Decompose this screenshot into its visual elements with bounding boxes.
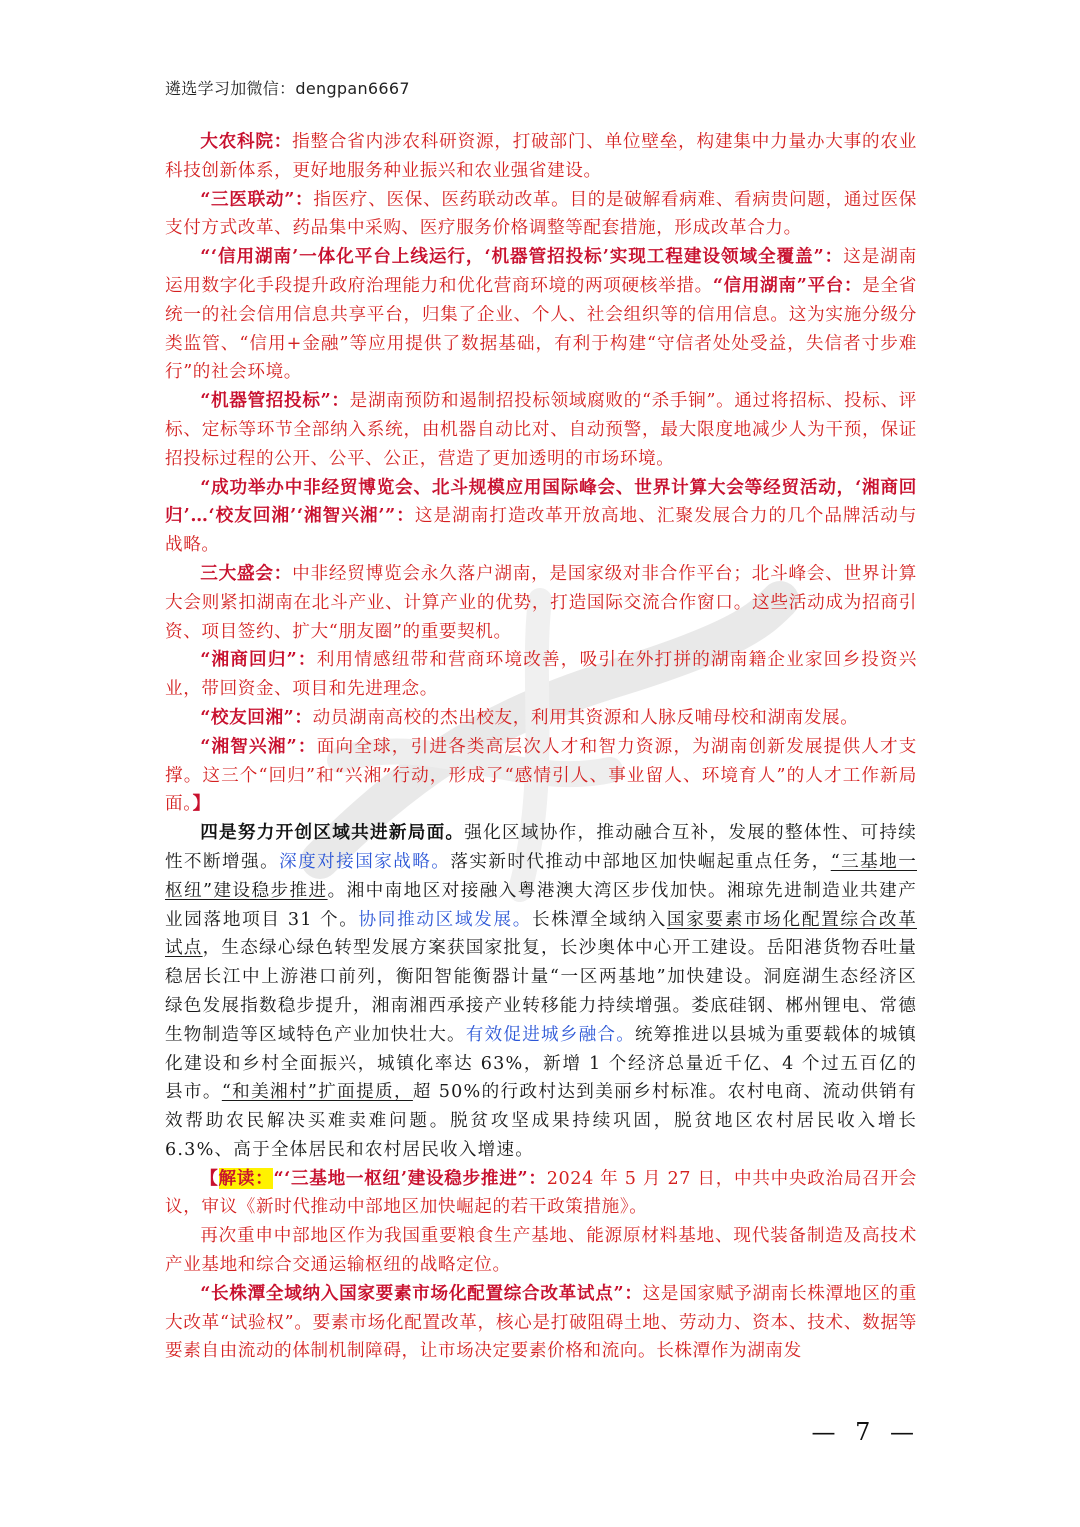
paragraph-three-events — [165, 560, 917, 646]
term: “湘商回归”： — [200, 649, 317, 671]
text: 这是湖南运用数字化手段提升政府治理能力和优化营商环境的两项硬核举措。 — [165, 247, 918, 296]
text: 面向全球，引进各类高层次人才和智力资源，为湖南创新发展提供人才支撑。这三个“回归”和“兴湘”行动，形成了“感情引人、事业留人、环境育人”的人才工作新局面。 — [165, 736, 917, 815]
text: 长株潭全域纳入 — [532, 909, 667, 930]
subheading: 有效促进城乡融合。 — [465, 1024, 635, 1045]
term: “‘信用湖南’一体化平台上线运行，‘机器管招投标’实现工程建设领域全覆盖”： — [200, 246, 844, 268]
text: 中非经贸博览会永久落户湖南，是国家级对非合作平台；北斗峰会、世界计算大会则紧扣湖南在北斗产业、计算产业的优势，打造国际交流合作窗口。这些活动成为招商引资、项目签约、扩大“朋友圈”的重要契机。 — [165, 563, 917, 642]
page-header: 遴选学习加微信：dengpan6667 — [165, 79, 410, 98]
text: 动员湖南高校的杰出校友，利用其资源和人脉反哺母校和湖南发展。 — [312, 707, 859, 728]
text: 强化区域协作，推动融合互补，发展的整体性、可持续性不断增强。 — [165, 823, 917, 872]
text: 指医疗、医保、医药联动改革。目的是破解看病难、看病贵问题，通过医保支付方式改革、药品集中采购、医疗服务价格调整等配套措施，形成改革合力。 — [165, 189, 917, 239]
text: ，生态绿心绿色转型发展方案获国家批复，长沙奥体中心开工建设。岳阳港货物吞吐量稳居长江中上游港口前列，衡阳智能衡器计量“一区两基地”加快建设。洞庭湖生态经济区绿色发展指数稳步提升，湘南湘西承接产业转移能力持续增强。娄底硅钢、郴州锂电、常德生物制造等区域特色产业加快壮大。 — [165, 938, 917, 1045]
paragraph-region-main — [165, 819, 917, 1165]
paragraph-merchants-return — [165, 646, 917, 704]
text: 这是国家赋予湖南长株潭地区的重大改革“试验权”。要素市场化配置改革，核心是打破阻碍土地、劳动力、资本、技术、数据等要素自由流动的体制机制障碍，让市场决定要素价格和流向。长株潭作为湖南发 — [165, 1283, 917, 1362]
text: 再次重申中部地区作为我国重要粮食生产基地、能源原材料基地、现代装备制造及高技术产业基地和综合交通运输枢纽的战略定位。 — [165, 1226, 917, 1276]
paragraph-three-medical — [165, 186, 917, 244]
term: “‘三基地一枢纽’建设稳步推进”： — [273, 1167, 547, 1189]
underlined-phrase: “和美湘村”扩面提质， — [221, 1082, 413, 1103]
term: “湘智兴湘”： — [200, 735, 317, 757]
paragraph-expo-events — [165, 474, 917, 560]
paragraph-alumni-return — [165, 704, 917, 733]
term: “成功举办中非经贸博览会、北斗规模应用国际峰会、世界计算大会等经贸活动，‘湘商回归’…‘校友回湘’‘湘智兴湘’”： — [165, 476, 917, 527]
term: 大农科院： — [200, 131, 293, 152]
paragraph-central-region — [165, 1222, 917, 1280]
bracket-open: 【 — [200, 1167, 219, 1189]
text: 2024 年 5 月 27 日，中共中央政治局召开会议，审议《新时代推动中部地区加快崛起的若干政策措施》。 — [165, 1168, 917, 1218]
paragraph-agri-academy — [165, 128, 917, 186]
term: “长株潭全域纳入国家要素市场化配置综合改革试点”： — [200, 1282, 643, 1304]
subheading: 协同推动区域发展。 — [358, 909, 532, 930]
text: 是全省统一的社会信用信息共享平台，归集了企业、个人、社会组织等的信用信息。这为实施分级分类监管、“信用+金融”等应用提供了数据基础，有利于构建“守信者处处受益，失信者寸步难行”的社会环境。 — [165, 275, 917, 383]
text: 指整合省内涉农科研资源，打破部门、单位壁垒，构建集中力量办大事的农业科技创新体系，更好地服务种业振兴和农业强省建设。 — [165, 132, 917, 181]
text: 统筹推进以县城为重要载体的城镇化建设和乡村全面振兴，城镇化率达 63%，新增 1 个经济总量近千亿、4 个过五百亿的县市。 — [165, 1024, 917, 1103]
paragraph-machine-bidding — [165, 387, 917, 473]
interpretation-label: 解读： — [218, 1167, 274, 1189]
term: “校友回湘”： — [200, 706, 313, 728]
document-body — [165, 128, 917, 1366]
paragraph-interpretation — [165, 1165, 917, 1223]
page-number: — 7 — — [811, 1418, 920, 1446]
text: 超 50%的行政村达到美丽乡村标准。农村电商、流动供销有效帮助农民解决买难卖难问题。脱贫攻坚成果持续巩固，脱贫地区农村居民收入增长 6.3%、高于全体居民和农村居民收入增速。 — [165, 1082, 917, 1160]
underlined-phrase: “三基地一枢纽”建设稳步推进 — [165, 851, 917, 901]
paragraph-credit-hunan — [165, 243, 917, 387]
term: “机器管招投标”： — [200, 390, 350, 412]
subheading: 深度对接国家战略。 — [279, 851, 451, 872]
text: 。湘中南地区对接融入粤港澳大湾区步伐加快。湘琼先进制造业共建产业园落地项目 31 个。 — [165, 880, 917, 930]
text: 落实新时代推动中部地区加快崛起重点任务， — [450, 851, 831, 872]
term: “三医联动”： — [200, 188, 314, 210]
text: 利用情感纽带和营商环境改善，吸引在外打拼的湖南籍企业家回乡投资兴业，带回资金、项目和先进理念。 — [165, 650, 917, 700]
text: 这是湖南打造改革开放高地、汇聚发展合力的几个品牌活动与战略。 — [165, 506, 917, 556]
underlined-phrase: 国家要素市场化配置综合改革试点 — [165, 909, 917, 959]
text: 是湖南预防和遏制招投标领域腐败的“杀手锏”。通过将招标、投标、评标、定标等环节全部纳入系统，由机器自动比对、自动预警，最大限度地减少人为干预，保证招投标过程的公开、公平、公正，营造了更加透明的市场环境。 — [165, 391, 918, 469]
term: 三大盛会： — [200, 562, 293, 584]
bracket-close: 】 — [192, 793, 211, 815]
paragraph-cztp-reform — [165, 1280, 917, 1366]
section-heading: 四是努力开创区域共进新局面。 — [200, 822, 465, 844]
paragraph-talent — [165, 733, 917, 819]
term: “信用湖南”平台： — [712, 274, 863, 296]
